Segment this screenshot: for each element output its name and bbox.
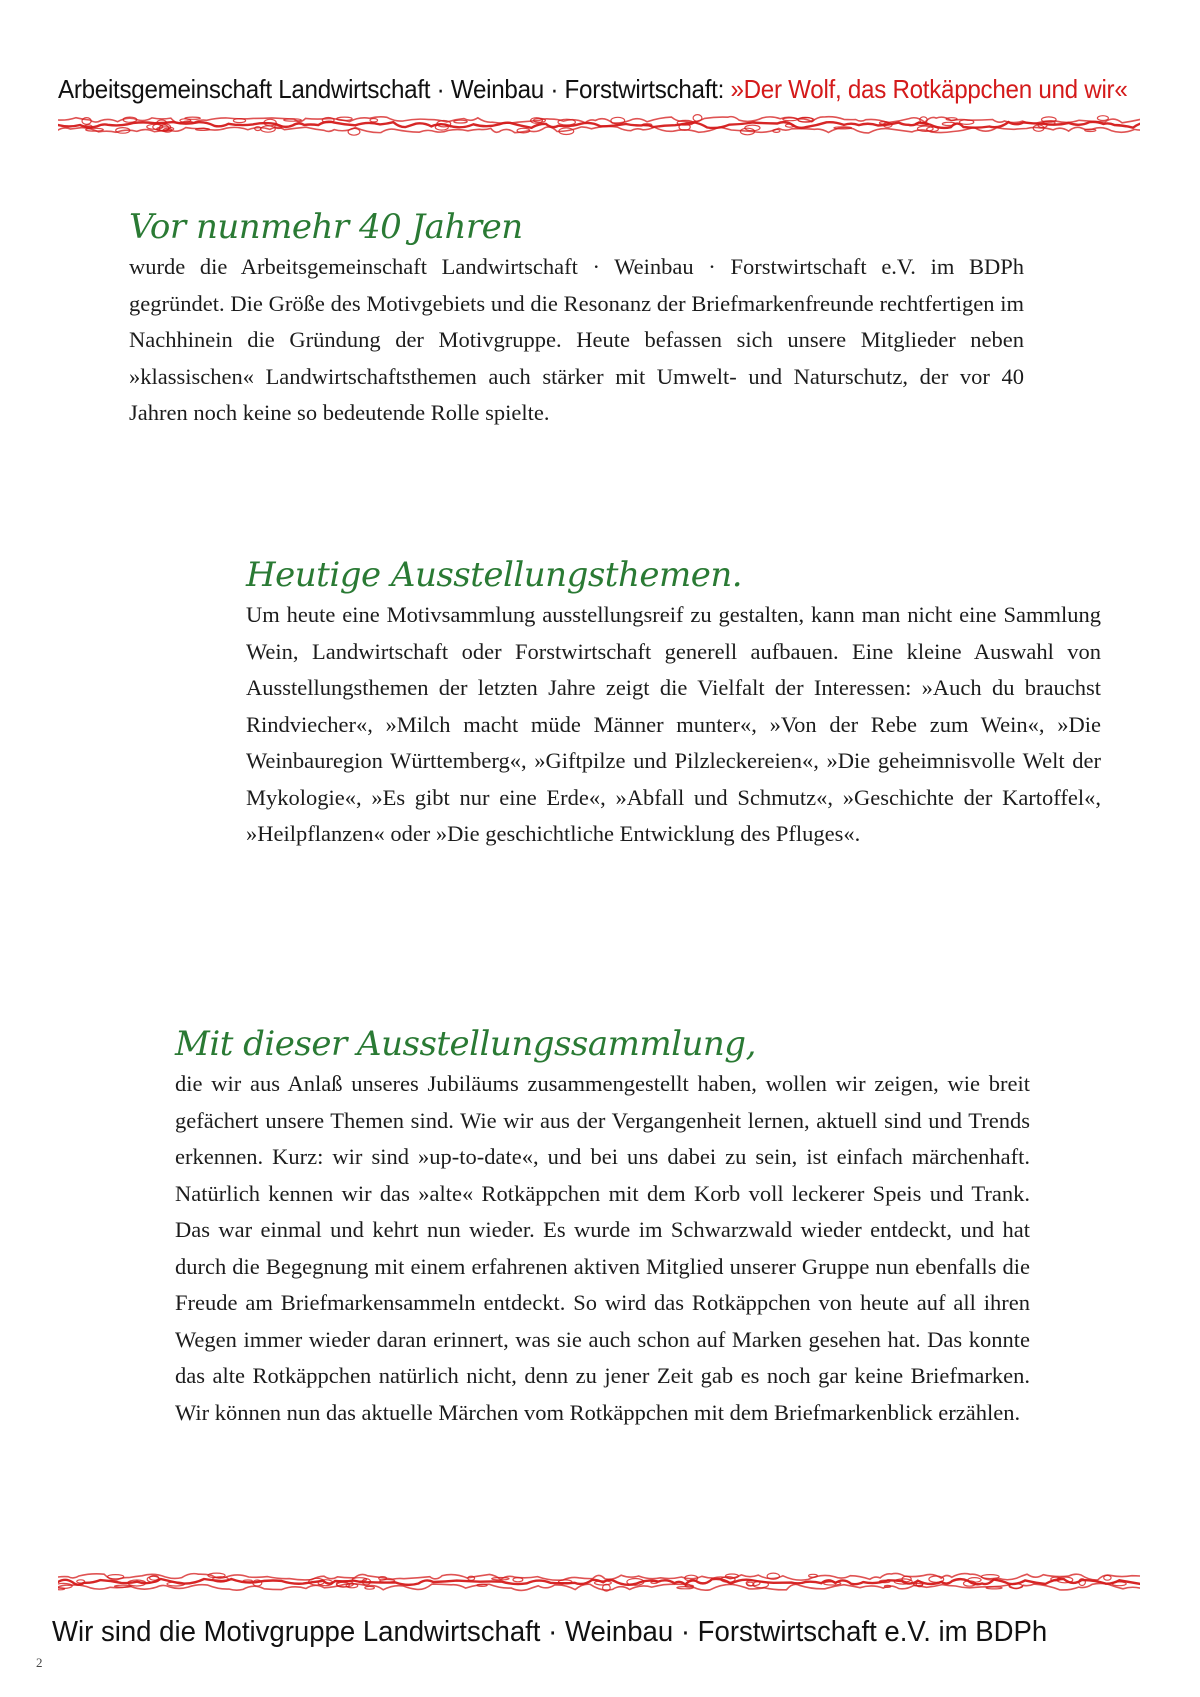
section-heading: Mit dieser Ausstellungssammlung, [175, 1024, 756, 1064]
red-scribble-border-icon [58, 1571, 1140, 1593]
section-body: wurde die Arbeitsgemeinschaft Landwirtschaft · Weinbau · Forstwirtschaft e.V. im BDPh gegründet. Die Größe des Motivgebiets und die Resonanz der Briefmarkenfreunde rechtfertigen im Nachhinein die Gründung der Motivgruppe. Heute befassen sich unsere Mitglieder neben »klassischen« Landwirtschaftsthemen auch stärker mit Umwelt- und Naturschutz, der vor 40 Jahren noch keine so bedeutende Rolle spielte. [129, 254, 1024, 425]
section-founding [129, 205, 1024, 432]
page-number: 2 [36, 1655, 43, 1670]
section-heading: Heutige Ausstellungsthemen. [246, 555, 743, 595]
section-exhibition-collection [175, 1022, 1030, 1431]
header-theme: »Der Wolf, das Rotkäppchen und wir« [730, 74, 1128, 104]
section-body: die wir aus Anlaß unseres Jubiläums zusammengestellt haben, wollen wir zeigen, wie breit gefächert unsere Themen sind. Wie wir aus der Vergangenheit lernen, aktuell sind und Trends erkennen. Kurz: wir sind »up-to-date«, und bei uns dabei zu sein, ist einfach märchenhaft. Natürlich kennen wir das »alte« Rotkäppchen mit dem Korb voll leckerer Speis und Trank. Das war einmal und kehrt nun wieder. Es wurde im Schwarzwald wieder entdeckt, und hat durch die Begegnung mit einem erfahrenen aktiven Mitglied unserer Gruppe nun ebenfalls die Freude am Briefmarkensammeln entdeckt. So wird das Rotkäppchen von heute auf all ihren Wegen immer wieder daran erinnert, was sie auch schon auf Marken gesehen hat. Das konnte das alte Rotkäppchen natürlich nicht, denn zu jener Zeit gab es noch gar keine Briefmarken. Wir können nun das aktuelle Märchen vom Rotkäppchen mit dem Briefmarkenblick erzählen. [175, 1071, 1030, 1425]
red-scribble-border-icon [58, 114, 1140, 136]
page-header [58, 74, 1128, 105]
section-body: Um heute eine Motivsammlung ausstellungsreif zu gestalten, kann man nicht eine Sammlung Wein, Landwirtschaft oder Forstwirtschaft generell aufbauen. Eine kleine Auswahl von Ausstellungsthemen der letzten Jahre zeigt die Vielfalt der Interessen: »Auch du brauchst Rindviecher«, »Milch macht müde Männer munter«, »Von der Rebe zum Wein«, »Die Weinbauregion Württemberg«, »Giftpilze und Pilzleckereien«, »Die geheimnisvolle Welt der Mykologie«, »Es gibt nur eine Erde«, »Abfall und Schmutz«, »Geschichte der Kartoffel«, »Heilpflanzen« oder »Die geschichtliche Entwicklung des Pfluges«. [246, 602, 1101, 846]
header-prefix: Arbeitsgemeinschaft Landwirtschaft · Weinbau · Forstwirtschaft: [58, 74, 731, 104]
section-heading: Vor nunmehr 40 Jahren [129, 207, 523, 247]
page-footer: Wir sind die Motivgruppe Landwirtschaft · Weinbau · Forstwirtschaft e.V. im BDPh [52, 1616, 1048, 1648]
section-exhibition-themes [246, 553, 1101, 853]
